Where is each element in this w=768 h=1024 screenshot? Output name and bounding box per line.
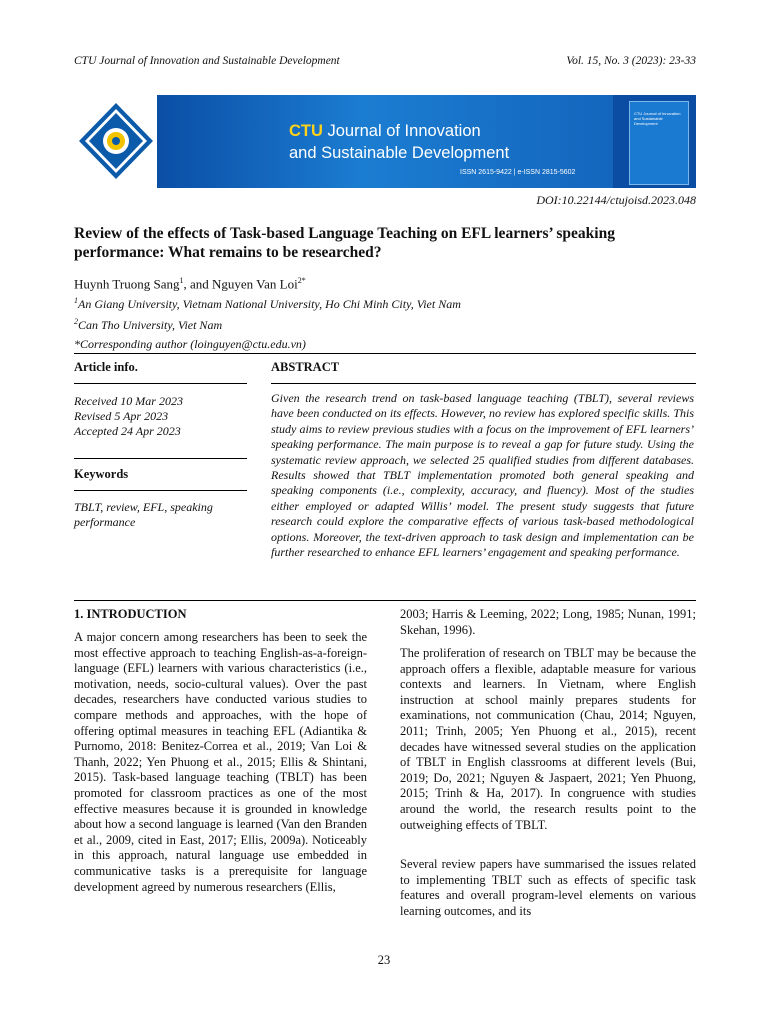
running-header-volume: Vol. 15, No. 3 (2023): 23-33 (566, 55, 696, 67)
banner-title-line2: and Sustainable Development (289, 144, 510, 162)
banner-title-line1 (289, 122, 481, 141)
divider-abstract (271, 383, 696, 384)
article-info-heading: Article info. (74, 360, 138, 374)
divider-keywords-top (74, 458, 247, 459)
cover-title: CTU Journal of Innovation and Sustainable Development (634, 111, 681, 126)
received-date: Received 10 Mar 2023 (74, 394, 183, 408)
banner-logo-panel (73, 95, 157, 188)
doi[interactable]: DOI:10.22144/ctujoisd.2023.048 (536, 193, 696, 207)
running-header-journal: CTU Journal of Innovation and Sustainable Development (74, 55, 340, 67)
affiliation-1 (74, 296, 461, 312)
intro-paragraph-2: The proliferation of research on TBLT may be because the approach offers a flexible, adaptable measure for various contexts and learners. In Vietnam, where English instruction at school mainly prepares students for examinations, not communication (Chau, 2014; Nguyen, 2011; Trinh, 2005; Yen Phuong et al., 2015), recent decades have witnessed several studies on the application of TBLT in English classrooms at different levels (Bui, 2019; Do, 2021; Nguyen & Jaspaert, 2021; Yen Phuong, 2015; Trinh & Ha, 2017). In congruence with studies around the world, the research results point to the outweighing effects of TBLT. (400, 646, 696, 832)
abstract-text: Given the research trend on task-based language teaching (TBLT), several reviews have been conducted on its effects. However, no review has explored specific skills. This study aims to review previous studies with a focus on the improvement of EFL learners’ speaking performance. The main purpose is to reveal a gap for future study. Using the systematic review approach, we selected 25 qualified studies from different databases. Results showed that TBLT implementation promoted both general speaking and speaking components (i.e., complexity, accuracy, and fluency). Most of the studies either employed or adapted Willis’ model. The present study suggests that future research could explore the comparative effects of various task-based methodological options. Moreover, the text-driven approach to task design and implementation can be further researched to enhance EFL learners’ engagement and speaking performance. (271, 391, 694, 560)
accepted-date: Accepted 24 Apr 2023 (74, 424, 181, 438)
intro-paragraph-3: Several review papers have summarised the issues related to implementing TBLT such as effects of specific task features and overall program-level elements on various learning outcomes, and its (400, 857, 696, 918)
affiliation-1-text: An Giang University, Vietnam National University, Ho Chi Minh City, Viet Nam (78, 297, 461, 311)
journal-banner (73, 95, 696, 188)
author-1-affil: 1 (179, 276, 184, 285)
keywords-list: TBLT, review, EFL, speaking performance (74, 500, 213, 529)
keywords-heading: Keywords (74, 467, 129, 481)
revised-date: Revised 5 Apr 2023 (74, 409, 169, 423)
page-number: 23 (377, 953, 391, 967)
author-list (74, 276, 306, 292)
divider-keywords-bottom (74, 490, 247, 491)
affiliation-2-text: Can Tho University, Viet Nam (78, 318, 223, 332)
intro-paragraph-1: A major concern among researchers has been to seek the most effective approach to teaching English-as-a-foreign-language (EFL) learners with various characteristics (i.e., motivation, needs, socio-cultural values). Over the past decades, researchers have conducted various studies to compare methods and approaches, with the hope of offering optimal measures in teaching EFL (Adiantika & Purnomo, 2018: Benitez-Correa et al., 2019; Van Loi & Thanh, 2022; Yen Phuong et al., 2015; Ellis & Shintani, 2015). Task-based language teaching (TBLT) has been promoted for classroom practices as one of the most effective measures because it is grounded in knowledge about how a second language is learned (Van den Branden et al., 2009, cited in East, 2017; Ellis, 2009a). Noticeably in this approach, natural language use embedded in communicative tasks is a prerequisite for language development agreed by numerous researchers (Ellis, (74, 630, 367, 894)
corresponding-author: *Corresponding author (loinguyen@ctu.edu.vn) (74, 337, 306, 351)
affiliation-2-mark: 2 (74, 317, 78, 326)
university-seal-logo (77, 101, 155, 181)
banner-issn: ISSN 2615-9422 | e-ISSN 2815-5602 (460, 169, 576, 176)
banner-title-rest: Journal of Innovation (322, 122, 481, 140)
abstract-heading: ABSTRACT (271, 360, 340, 374)
journal-cover-thumbnail (629, 101, 689, 185)
article-title: Review of the effects of Task-based Language Teaching on EFL learners’ speaking performance: What remains to be researched? (74, 225, 615, 261)
author-joiner: , and (183, 276, 212, 292)
divider-bottom (74, 600, 696, 601)
introduction-heading: 1. INTRODUCTION (74, 607, 187, 621)
author-1: Huynh Truong Sang (74, 276, 180, 292)
divider-article-info (74, 383, 247, 384)
author-2: Nguyen Van Loi (212, 276, 298, 292)
author-2-affil: 2* (297, 276, 306, 285)
divider-top (74, 353, 696, 354)
affiliation-2 (74, 317, 222, 333)
affiliation-1-mark: 1 (74, 296, 78, 305)
intro-paragraph-1-cont: 2003; Harris & Leeming, 2022; Long, 1985; Nunan, 1991; Skehan, 1996). (400, 607, 696, 637)
banner-ctu-brand: CTU (289, 122, 323, 140)
